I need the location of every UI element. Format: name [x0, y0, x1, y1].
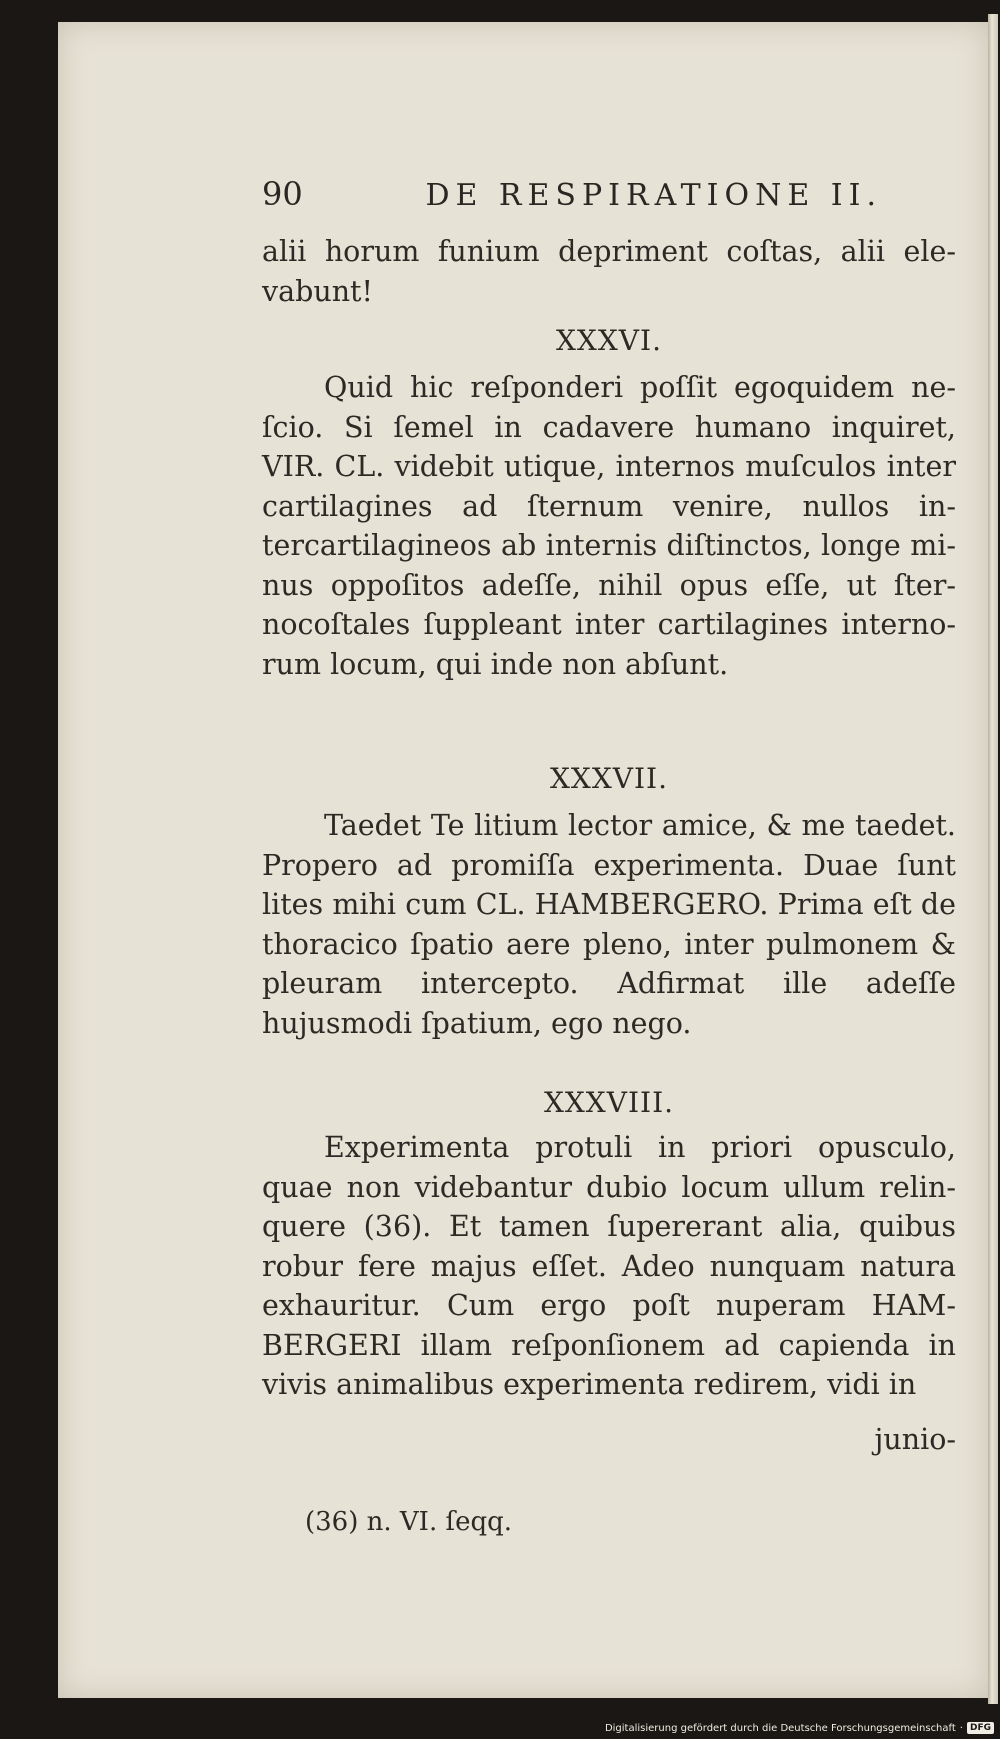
running-title: DE RESPIRATIONE II.: [425, 178, 882, 213]
running-head: [262, 175, 882, 213]
paragraph-37: Taedet Te litium lector amice, & me taedet. Propero ad promiſſa experimenta. Duae ſunt lites mihi cum CL. HAMBERGERO. Prima eſt de thoracico ſpatio aere pleno, inter pulmonem & pleuram intercepto. Adfirmat ille adeſſe hujusmodi ſpatium, ego nego.: [262, 809, 956, 1040]
dfg-logo-icon: DFG: [967, 1722, 994, 1734]
page-number: 90: [262, 175, 303, 213]
footnote: (36) n. VI. ſeqq.: [305, 1507, 513, 1537]
digitization-credit: Digitalisierung gefördert durch die Deutsche Forschungsgemeinschaft · DFG: [605, 1722, 994, 1734]
paragraph-38: Experimenta protuli in priori opusculo, quae non videbantur dubio locum ullum relinquere (36). Et tamen ſupererant alia, quibus robur fere majus eſſet. Adeo nunquam natura exhauritur. Cum ergo poſt nuperam HAMBERGERI illam reſponſionem ad capienda in vivis animalibus experimenta redirem, vidi in: [262, 1131, 956, 1401]
section-heading-36: XXXVI.: [556, 324, 662, 357]
paragraph-36: Quid hic reſponderi poſſit egoquidem neſcio. Si ſemel in cadavere humano inquiret, VIR. CL. videbit utique, internos muſculos inter cartilagines ad ſternum venire, nullos intercartilagineos ab internis diſtinctos, longe minus oppoſitos adeſſe, nihil opus eſſe, ut ſternocoſtales ſuppleant inter cartilagines internorum locum, qui inde non abſunt.: [262, 371, 956, 681]
catchword: junio-: [874, 1423, 956, 1456]
page-edge: [988, 14, 998, 1704]
section-heading-38: XXXVIII.: [543, 1086, 675, 1119]
paragraph-continuation: alii horum funium depriment coſtas, alii elevabunt!: [262, 235, 956, 308]
credit-text: Digitalisierung gefördert durch die Deutsche Forschungsgemeinschaft: [604, 1722, 956, 1734]
section-heading-37: XXXVII.: [549, 762, 669, 795]
